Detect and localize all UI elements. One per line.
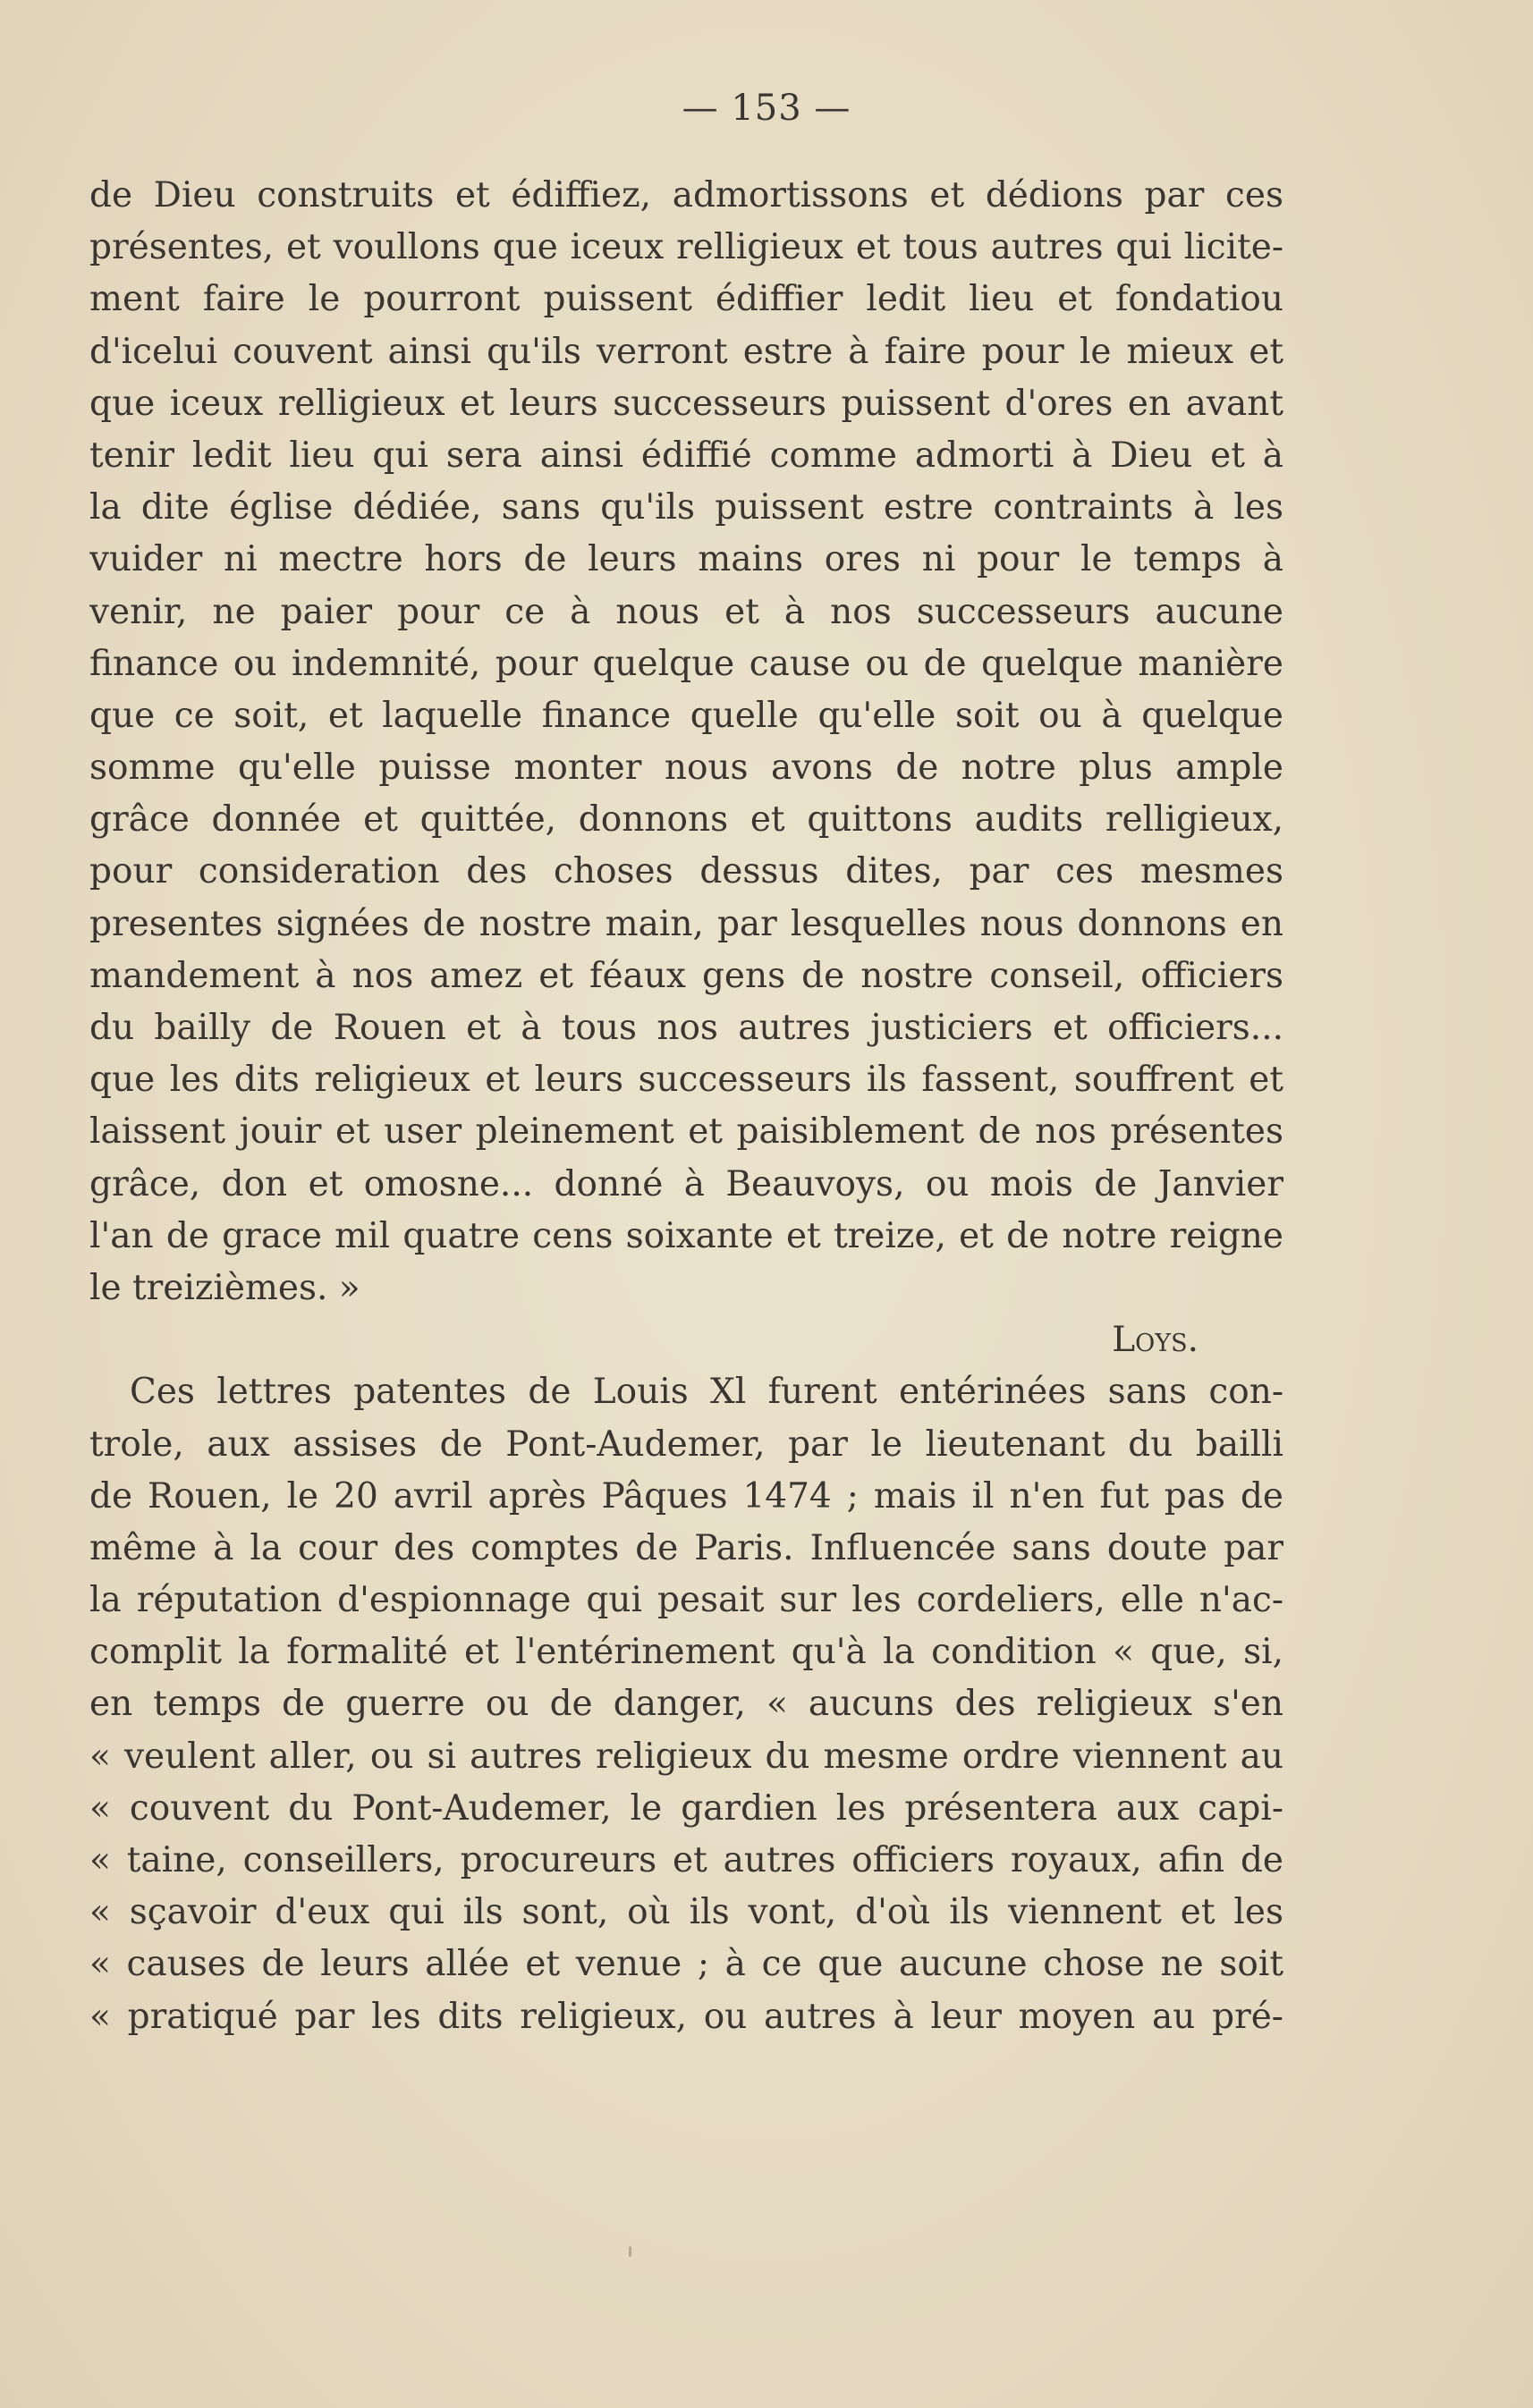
- text-line: « couvent du Pont-Audemer, le gardien les présentera aux capi-: [89, 1787, 1283, 1829]
- text-line: que les dits religieux et leurs successeurs ils fassent, souffrent et: [89, 1060, 1283, 1101]
- text-line: que ce soit, et laquelle finance quelle qu'elle soit ou à quelque: [89, 695, 1283, 736]
- text-line: vuider ni mectre hors de leurs mains ores ni pour le temps à: [89, 539, 1283, 580]
- text-line: « veulent aller, ou si autres religieux du mesme ordre viennent au: [89, 1736, 1283, 1777]
- text-line: trole, aux assises de Pont-Audemer, par le lieutenant du bailli: [89, 1424, 1283, 1465]
- text-line: même à la cour des comptes de Paris. Influencée sans doute par: [89, 1527, 1283, 1568]
- text-line: somme qu'elle puisse monter nous avons de notre plus ample: [89, 748, 1283, 789]
- text-line: presentes signées de nostre main, par lesquelles nous donnons en: [89, 903, 1283, 944]
- text-line: pour consideration des choses dessus dites, par ces mesmes: [89, 851, 1283, 892]
- body-text: [89, 170, 1283, 2043]
- text-line: de Dieu construits et édiffiez, admortissons et dédions par ces: [89, 175, 1283, 215]
- text-line: du bailly de Rouen et à tous nos autres justiciers et officiers...: [89, 1008, 1283, 1048]
- text-line: ment faire le pourront puissent édiffier ledit lieu et fondatiou: [89, 279, 1283, 320]
- text-line: présentes, et voullons que iceux relligieux et tous autres qui licite-: [89, 227, 1283, 268]
- text-line: tenir ledit lieu qui sera ainsi édiffié comme admorti à Dieu et à: [89, 435, 1283, 476]
- text-line: la réputation d'espionnage qui pesait sur les cordeliers, elle n'ac-: [89, 1580, 1283, 1621]
- text-line: de Rouen, le 20 avril après Pâques 1474 ; mais il n'en fut pas de: [89, 1475, 1283, 1517]
- text-line: Ces lettres patentes de Louis Xl furent entérinées sans con-: [130, 1372, 1283, 1413]
- paper-speck: [629, 2246, 631, 2257]
- text-line: laissent jouir et user pleinement et paisiblement de nos présentes: [89, 1111, 1283, 1153]
- text-line: « taine, conseillers, procureurs et autres officiers royaux, afin de: [89, 1840, 1283, 1880]
- text-line: d'icelui couvent ainsi qu'ils verront estre à faire pour le mieux et: [89, 331, 1283, 372]
- text-line: venir, ne paier pour ce à nous et à nos successeurs aucune: [89, 591, 1283, 632]
- signature: Loys.: [1112, 1320, 1198, 1361]
- text-line: grâce, don et omosne... donné à Beauvoys, ou mois de Janvier: [89, 1163, 1283, 1204]
- text-line: « pratiqué par les dits religieux, ou autres à leur moyen au pré-: [89, 1996, 1283, 2037]
- text-line: que iceux relligieux et leurs successeurs puissent d'ores en avant: [89, 383, 1283, 424]
- text-line: complit la formalité et l'entérinement qu'à la condition « que, si,: [89, 1632, 1283, 1673]
- page-number: — 153 —: [682, 88, 851, 129]
- text-line: « sçavoir d'eux qui ils sont, où ils vont, d'où ils viennent et les: [89, 1892, 1283, 1933]
- text-line: la dite église dédiée, sans qu'ils puissent estre contraints à les: [89, 487, 1283, 528]
- text-line: finance ou indemnité, pour quelque cause ou de quelque manière: [89, 643, 1283, 684]
- text-line: le treizièmes. »: [89, 1267, 360, 1308]
- text-line: l'an de grace mil quatre cens soixante et treize, et de notre reigne: [89, 1215, 1283, 1256]
- text-line: mandement à nos amez et féaux gens de nostre conseil, officiers: [89, 955, 1283, 996]
- text-line: en temps de guerre ou de danger, « aucuns des religieux s'en: [89, 1684, 1283, 1725]
- text-line: grâce donnée et quittée, donnons et quittons audits relligieux,: [89, 799, 1283, 841]
- text-line: « causes de leurs allée et venue ; à ce que aucune chose ne soit: [89, 1944, 1283, 1985]
